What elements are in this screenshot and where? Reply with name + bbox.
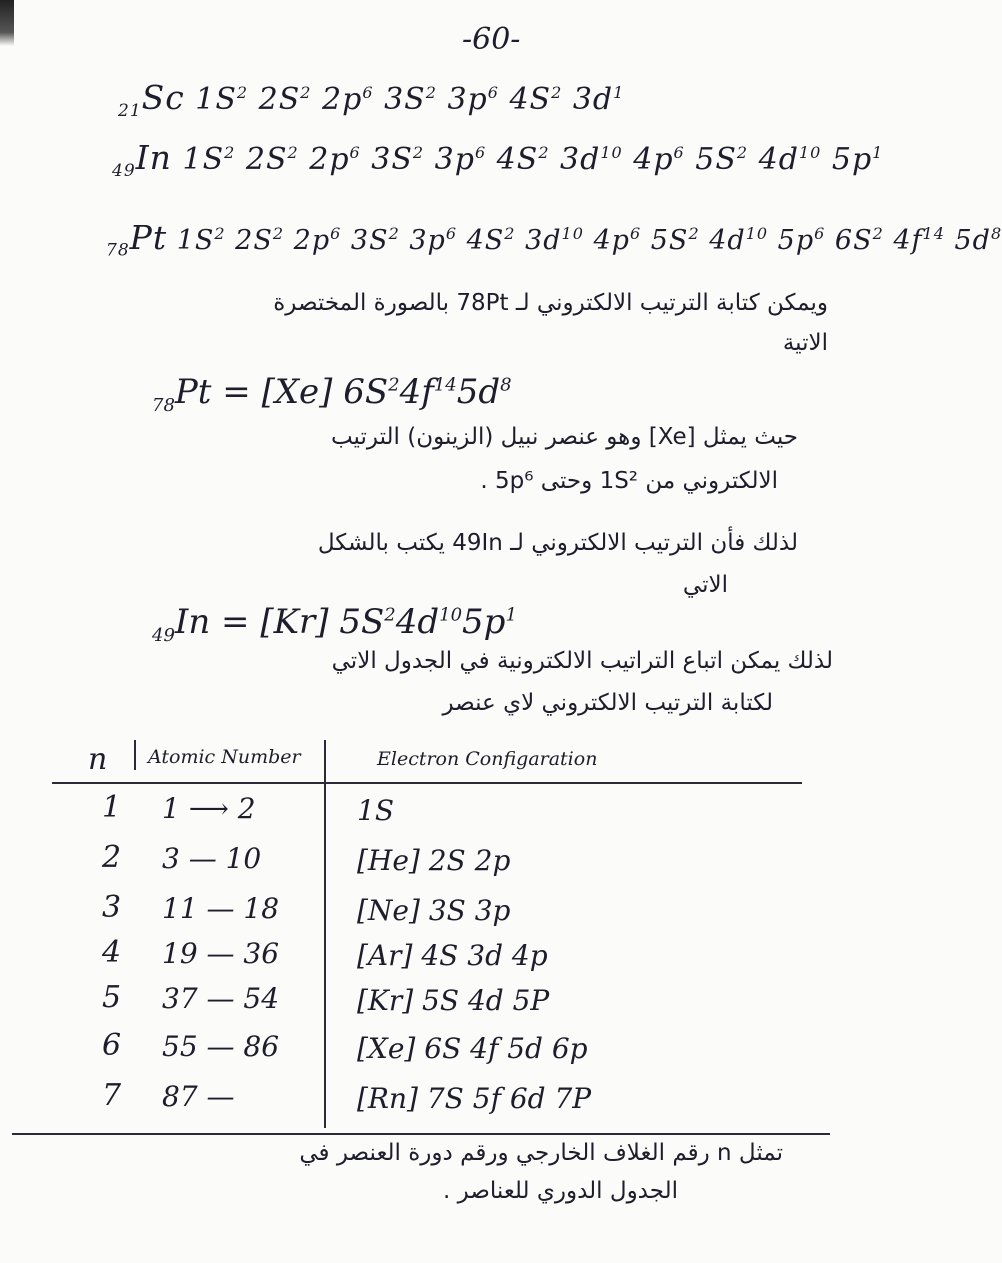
table-cell-n: 3	[102, 890, 122, 925]
orbital-electrons: 2	[388, 374, 400, 396]
orbital-electrons: 10	[600, 143, 623, 162]
table-cell-electron-config: [Rn] 7S 5f 6d 7P	[357, 1082, 592, 1115]
table-cell-atomic-number: 19 — 36	[162, 937, 280, 970]
orbital-label: 2p	[322, 82, 363, 117]
orbital-electrons: 6	[349, 143, 361, 162]
orbital-label: 2S	[235, 225, 273, 256]
orbital-electrons: 8	[500, 374, 512, 396]
orbital-electrons: 2	[300, 83, 312, 102]
table-header-electron-config: Electron Configaration	[377, 748, 598, 770]
orbital-electrons: 6	[629, 224, 642, 243]
orbital-electrons: 2	[287, 143, 299, 162]
orbital-label: 3S	[350, 225, 389, 256]
arabic-xe-line2: الالكتروني من 1S² وحتى 5p⁶ .	[480, 468, 778, 494]
orbital-electrons: 6	[673, 143, 685, 162]
arabic-in-line2: الاتي	[682, 572, 728, 598]
table-cell-n: 2	[102, 840, 122, 875]
orbital-label: 3d	[572, 82, 614, 117]
table-divider-right	[324, 740, 326, 1128]
atomic-number: 78	[152, 394, 175, 416]
orbital-label: 5p	[777, 225, 815, 256]
arabic-footer-line1: تمثل n رقم الغلاف الخارجي ورقم دورة العنصر في	[299, 1140, 783, 1166]
orbital-label: 4S	[509, 82, 552, 117]
orbital-label: 2S	[258, 82, 301, 117]
orbital-electrons: 10	[561, 224, 584, 243]
table-cell-atomic-number: 87 —	[162, 1080, 235, 1113]
orbital-electrons: 2	[214, 224, 226, 243]
orbital-label: 1S	[182, 142, 225, 177]
atomic-number: 49	[152, 624, 175, 646]
scan-corner-mark	[0, 0, 14, 46]
arabic-pt-short-line2: الاتية	[782, 330, 828, 356]
orbital-label: 2S	[245, 142, 288, 177]
table-cell-electron-config: [He] 2S 2p	[357, 844, 511, 877]
atomic-number: 49	[112, 161, 136, 181]
noble-gas-core: [Xe]	[261, 372, 333, 412]
orbital-label: 5S	[339, 602, 385, 642]
orbital-electrons: 14	[922, 224, 945, 243]
table-cell-atomic-number: 37 — 54	[162, 982, 280, 1015]
in-short-form-equation: $_{49}$In = [Kr] $5S^24d^{10}5p^1$	[152, 602, 517, 646]
orbital-label: 5d	[954, 225, 991, 256]
orbital-electrons: 1	[872, 143, 884, 162]
orbital-label: 5p	[462, 602, 506, 642]
config-line-pt	[106, 218, 1002, 260]
orbital-electrons: 2	[504, 224, 516, 243]
atomic-number: 78	[106, 240, 130, 261]
arabic-in-line1: لذلك فأن الترتيب الالكتروني لـ 49In يكتب بالشكل	[317, 530, 798, 556]
orbital-electrons: 2	[538, 143, 550, 162]
orbital-label: 3p	[434, 142, 475, 177]
element-symbol: In	[135, 138, 172, 177]
orbital-electrons: 2	[412, 143, 425, 162]
orbital-label: 3d	[560, 142, 601, 177]
table-header-rule	[52, 782, 802, 784]
orbital-label: 2p	[293, 225, 331, 256]
arabic-table-intro-line1: لذلك يمكن اتباع التراتيب الالكترونية في الجدول الاتي	[331, 648, 833, 674]
table-cell-atomic-number: 1 ⟶ 2	[162, 792, 256, 825]
orbital-label: 3S	[371, 142, 413, 177]
orbital-label: 6S	[834, 225, 873, 256]
orbital-label: 3S	[384, 82, 426, 117]
orbital-electrons: 2	[872, 224, 884, 243]
table-cell-atomic-number: 3 — 10	[162, 842, 262, 875]
table-cell-atomic-number: 11 — 18	[162, 892, 280, 925]
orbital-electrons: 6	[445, 224, 458, 243]
element-symbol: Sc	[141, 78, 185, 117]
arabic-pt-short-line1: ويمكن كتابة الترتيب الالكتروني لـ 78Pt بالصورة المختصرة	[273, 290, 828, 316]
orbital-electrons: 2	[551, 83, 563, 102]
atomic-number: 21	[118, 101, 142, 121]
orbital-label: 5d	[456, 372, 501, 412]
orbital-label: 4d	[395, 602, 440, 642]
orbital-electrons: 10	[798, 143, 822, 162]
orbital-electrons: 8	[990, 224, 1002, 243]
config-line-sc	[118, 78, 624, 121]
pt-short-form-equation: $_{78}$Pt = [Xe] $6S^24f^{14}5d^8$	[152, 372, 512, 416]
electron-config-table	[52, 740, 832, 1135]
orbital-label: 4d	[758, 142, 799, 177]
orbital-label: 4f	[893, 225, 923, 256]
orbital-label: 3p	[409, 225, 446, 256]
orbital-electrons: 14	[433, 374, 457, 396]
orbital-label: 3p	[447, 82, 488, 117]
table-cell-electron-config: [Xe] 6S 4f 5d 6p	[357, 1032, 588, 1065]
orbital-electrons: 2	[272, 224, 285, 243]
table-cell-electron-config: 1S	[357, 794, 394, 827]
orbital-label: 4S	[466, 225, 505, 256]
orbital-label: 1S	[176, 225, 215, 256]
orbital-label: 6S	[343, 372, 389, 412]
orbital-label: 1S	[195, 82, 237, 117]
orbital-label: 5S	[650, 225, 689, 256]
orbital-electrons: 6	[362, 83, 374, 102]
table-cell-atomic-number: 55 — 86	[162, 1030, 280, 1063]
orbital-electrons: 2	[736, 143, 749, 162]
page-number: -60-	[462, 22, 521, 57]
orbital-electrons: 2	[688, 224, 700, 243]
table-cell-n: 4	[102, 935, 122, 970]
arabic-xe-line1: حيث يمثل [Xe] وهو عنصر نبيل (الزينون) الترتيب	[330, 424, 798, 450]
table-cell-n: 6	[102, 1028, 122, 1063]
noble-gas-core: [Kr]	[260, 602, 329, 642]
orbital-electrons: 2	[236, 83, 249, 102]
orbital-label: 4f	[399, 372, 434, 412]
table-cell-n: 1	[102, 790, 122, 825]
arabic-table-intro-line2: لكتابة الترتيب الالكتروني لاي عنصر	[442, 690, 773, 716]
orbital-electrons: 6	[474, 143, 487, 162]
table-header-n: n	[88, 742, 108, 777]
orbital-label: 5S	[695, 142, 737, 177]
config-line-in	[112, 138, 883, 181]
orbital-label: 4S	[496, 142, 539, 177]
table-cell-electron-config: [Ne] 3S 3p	[357, 894, 511, 927]
element-symbol: In	[174, 602, 211, 642]
orbital-label: 3d	[525, 225, 562, 256]
element-symbol: Pt	[174, 372, 212, 412]
orbital-electrons: 6	[814, 224, 826, 243]
table-cell-electron-config: [Kr] 5S 4d 5P	[357, 984, 550, 1017]
orbital-label: 4d	[709, 225, 746, 256]
orbital-label: 2p	[309, 142, 350, 177]
element-symbol: Pt	[129, 218, 168, 257]
table-cell-n: 7	[102, 1078, 122, 1113]
orbital-electrons: 2	[425, 83, 437, 102]
orbital-electrons: 2	[384, 604, 396, 626]
orbital-electrons: 2	[224, 143, 236, 162]
orbital-electrons: 10	[745, 224, 769, 243]
orbital-label: 5p	[831, 142, 873, 177]
orbital-label: 4p	[633, 142, 674, 177]
table-bottom-rule	[12, 1133, 830, 1135]
orbital-label: 4p	[593, 225, 630, 256]
orbital-electrons: 1	[505, 604, 517, 626]
orbital-electrons: 10	[439, 604, 463, 626]
table-header-atomic-number: Atomic Number	[148, 746, 301, 768]
orbital-electrons: 2	[388, 224, 400, 243]
table-cell-electron-config: [Ar] 4S 3d 4p	[357, 939, 548, 972]
orbital-electrons: 6	[330, 224, 342, 243]
orbital-electrons: 1	[613, 83, 625, 102]
table-divider-left	[134, 740, 136, 770]
table-cell-n: 5	[102, 980, 122, 1015]
arabic-footer-line2: الجدول الدوري للعناصر .	[443, 1178, 678, 1204]
orbital-electrons: 6	[487, 83, 499, 102]
